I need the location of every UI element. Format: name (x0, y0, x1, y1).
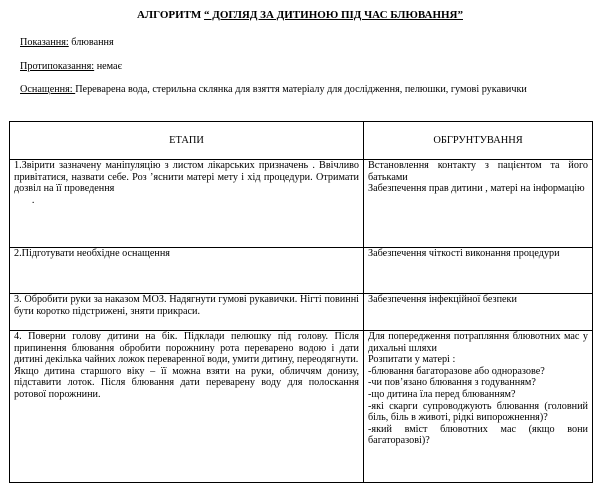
stage-text: 4. Поверни голову дитини на бік. Підклади пелюшку під голову. Після припинення блювання обробити порожнину рота переварено водою і дати дитині декілька чайних ложок переваренної води, умити дитину, переодягнути. (14, 331, 359, 366)
reason-line: -який вміст блювотних мас (якщо вони багаторазові)? (368, 423, 588, 447)
stage-cell (10, 248, 364, 294)
reason-line: Розпитати у матері : (368, 354, 456, 366)
title-prefix: АЛГОРИТМ (136, 9, 205, 21)
equipment-label: Оснащення: (20, 84, 76, 95)
reason-line: -які скарги супроводжують блювання (головний біль, біль в животі, рідкі випорожнення)? (368, 400, 588, 424)
stage-text: 3. Обробити руки за наказом МОЗ. Надягнути гумові рукавички. Нігті повинні бути коротко підстрижені, зняти прикраси. (14, 294, 359, 317)
document-title (0, 8, 600, 22)
equipment-line (20, 84, 527, 96)
indications-label: Показання: (20, 37, 69, 48)
contraindications-value: немає (94, 61, 122, 72)
table-row (10, 248, 593, 294)
stage-text: 2.Підготувати необхідне оснащення (14, 248, 170, 259)
header-stages: ЕТАПИ (10, 122, 364, 160)
equipment-value: Переварена вода, стерильна склянка для взяття матеріалу для дослідження, пелюшки, гумові рукавички (75, 84, 527, 95)
table-row (10, 331, 593, 483)
reason-line: -що дитина їла перед блюванням? (368, 388, 516, 400)
stage-text: 1.Звірити зазначену маніпуляцію з листом лікарських призначень . Ввічливо привітатися, назвати себе. Роз ’яснити матері мету і хід процедури. Отримати дозвіл на її проведення (14, 160, 359, 195)
stage-cell (10, 160, 364, 248)
reason-line: Забезпечення прав дитини , матері на інформацію (368, 183, 585, 195)
algorithm-table (9, 121, 593, 483)
stage-cell (10, 294, 364, 331)
stage-extra: . (14, 194, 35, 206)
reason-line: -блювання багаторазове або одноразове? (368, 365, 545, 377)
reason-cell (364, 248, 593, 294)
reason-cell (364, 160, 593, 248)
title-quoted: “ ДОГЛЯД ЗА ДИТИНОЮ ПІД ЧАС БЛЮВАННЯ” (204, 9, 463, 21)
table-row (10, 294, 593, 331)
header-justification: ОБГРУНТУВАННЯ (364, 122, 593, 160)
stage-cell (10, 331, 364, 483)
indications-line (20, 37, 114, 49)
table-row (10, 160, 593, 248)
table-header-row (10, 122, 593, 160)
reason-cell (364, 294, 593, 331)
indications-value: блювання (68, 37, 114, 48)
contraindications-line (20, 61, 122, 73)
reason-line: Забезпечення інфекційної безпеки (368, 294, 517, 305)
reason-line: -чи пов’язано блювання з годуванням? (368, 377, 536, 389)
contraindications-label: Протипоказання: (20, 61, 95, 72)
reason-line: Для попередження потрапляння блювотних мас у дихальні шляхи (368, 331, 588, 354)
reason-cell (364, 331, 593, 483)
reason-line: Встановлення контакту з пацієнтом та його батьками (368, 160, 588, 183)
stage-extra: Якщо дитина старшого віку – її можна взяти на руки, обличчям донизу, підставити лоток. Після блювання дати переварену воду для полоскання ротової порожнини. (14, 365, 359, 400)
reason-line: Забезпечення чіткості виконання процедури (368, 248, 560, 259)
